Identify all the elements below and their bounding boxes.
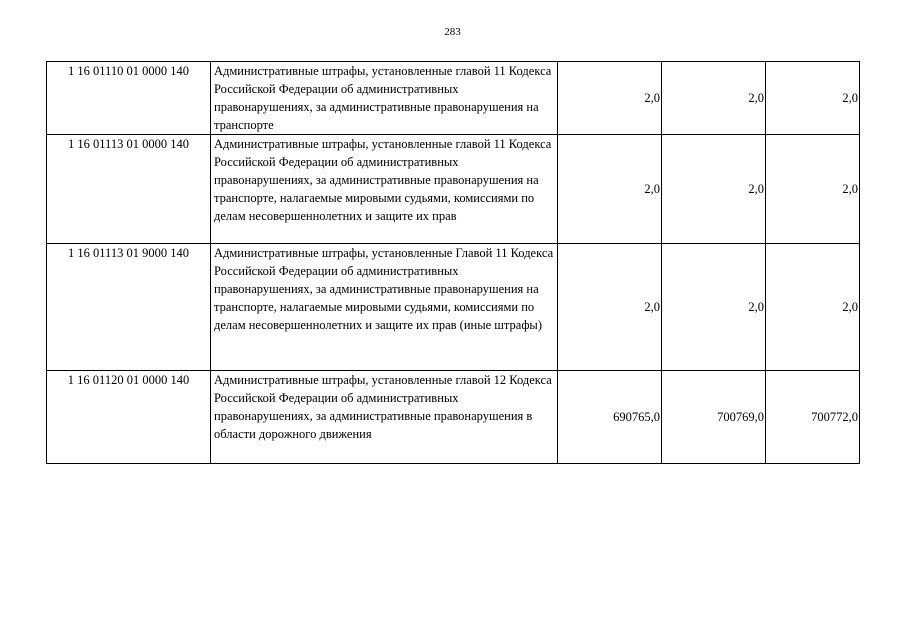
- budget-classification-code: 1 16 01113 01 0000 140: [47, 135, 211, 244]
- year-3-amount: 2,0: [766, 135, 860, 244]
- revenue-description: Административные штрафы, установленные Главой 11 Кодекса Российской Федерации об административных правонарушениях, за административные правонарушения на транспорте, налагаемые мировыми судьями, комиссиями по делам несовершеннолетних и защите их прав (иные штрафы): [211, 244, 558, 371]
- revenue-description: Административные штрафы, установленные главой 11 Кодекса Российской Федерации об административных правонарушениях, за административные правонарушения на транспорте, налагаемые мировыми судьями, комиссиями по делам несовершеннолетних и защите их прав: [211, 135, 558, 244]
- year-1-amount: 2,0: [558, 135, 662, 244]
- year-2-amount: 2,0: [662, 244, 766, 371]
- year-2-amount: 2,0: [662, 135, 766, 244]
- table-row: [47, 62, 860, 135]
- year-1-amount: 690765,0: [558, 371, 662, 464]
- revenue-description: Административные штрафы, установленные главой 11 Кодекса Российской Федерации об административных правонарушениях, за административные правонарушения на транспорте: [211, 62, 558, 135]
- budget-revenue-table: [46, 61, 860, 464]
- page-number: 283: [444, 26, 461, 38]
- year-3-amount: 700772,0: [766, 371, 860, 464]
- year-2-amount: 2,0: [662, 62, 766, 135]
- year-1-amount: 2,0: [558, 62, 662, 135]
- table-row: [47, 244, 860, 371]
- table-row: [47, 371, 860, 464]
- year-1-amount: 2,0: [558, 244, 662, 371]
- year-3-amount: 2,0: [766, 62, 860, 135]
- budget-classification-code: 1 16 01113 01 9000 140: [47, 244, 211, 371]
- revenue-description: Административные штрафы, установленные главой 12 Кодекса Российской Федерации об административных правонарушениях, за административные правонарушения в области дорожного движения: [211, 371, 558, 464]
- year-2-amount: 700769,0: [662, 371, 766, 464]
- year-3-amount: 2,0: [766, 244, 860, 371]
- table-row: [47, 135, 860, 244]
- budget-classification-code: 1 16 01120 01 0000 140: [47, 371, 211, 464]
- budget-classification-code: 1 16 01110 01 0000 140: [47, 62, 211, 135]
